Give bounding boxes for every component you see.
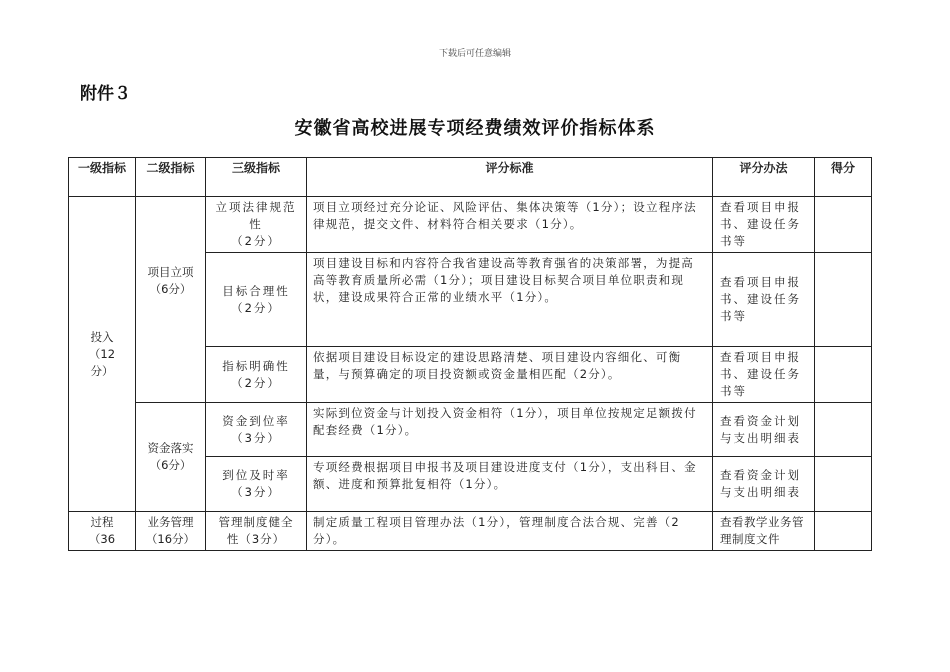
level3-score: 性（3分）: [226, 532, 286, 546]
score-cell: [815, 347, 872, 403]
score-cell: [815, 512, 872, 551]
level1-input-name: 投入: [90, 329, 114, 344]
level1-process-score: （36: [88, 532, 116, 546]
level2-business-name: 业务管理: [147, 515, 194, 529]
level3-cell: [206, 457, 307, 512]
level3-name-cont: 性: [249, 217, 263, 231]
level3-name: 到位及时率: [222, 468, 290, 482]
level3-cell: [206, 403, 307, 457]
score-cell: [815, 253, 872, 347]
level1-process-cell: [69, 512, 136, 551]
level2-funds-name: 资金落实: [147, 441, 194, 455]
top-note: 下载后可任意编辑: [438, 49, 511, 59]
level1-input-score-a: （12: [88, 346, 116, 361]
level3-score: （2分）: [231, 375, 281, 390]
document-title: 安徽省高校进展专项经费绩效评价指标体系: [294, 118, 656, 139]
level2-project-score: （6分）: [149, 281, 192, 296]
criteria-cell: 专项经费根据项目申报书及项目建设进度支付（1分），支出科目、金额、进度和预算批复相符（1分）。: [307, 457, 713, 512]
method-cell: 查看项目申报书、建设任务书等: [713, 347, 815, 403]
criteria-cell: 项目建设目标和内容符合我省建设高等教育强省的决策部署，为提高高等教育质量所必需（1分）；项目建设目标契合项目单位职责和现状，建设成果符合正常的业绩水平（1分）。: [307, 253, 713, 347]
method-cell: 查看教学业务管理制度文件: [713, 512, 815, 551]
level1-input-cell: [69, 197, 136, 512]
level3-cell: [206, 253, 307, 347]
level3-name: 资金到位率: [222, 413, 290, 428]
table-row: [69, 197, 872, 253]
level3-score: （3分）: [231, 430, 281, 445]
level3-name: 目标合理性: [222, 283, 290, 298]
score-cell: [815, 197, 872, 253]
level3-score: （2分）: [231, 234, 281, 248]
criteria-cell: 制定质量工程项目管理办法（1分），管理制度合法合规、完善（2分）。: [307, 512, 713, 551]
level3-cell: [206, 512, 307, 551]
table-header-row: [69, 158, 872, 197]
level3-name: 管理制度健全: [218, 515, 294, 529]
score-cell: [815, 403, 872, 457]
header-level3: 三级指标: [206, 158, 307, 197]
method-cell: 查看项目申报书、建设任务书等: [713, 197, 815, 253]
header-score: 得分: [815, 158, 872, 197]
method-cell: 查看资金计划与支出明细表: [713, 403, 815, 457]
level2-project-cell: [136, 197, 206, 403]
level2-funds-cell: [136, 403, 206, 512]
header-criteria: 评分标准: [307, 158, 713, 197]
header-level2: 二级指标: [136, 158, 206, 197]
level2-business-cell: [136, 512, 206, 551]
level1-process-name: 过程: [90, 515, 114, 529]
level3-score: （2分）: [231, 300, 281, 315]
header-method: 评分办法: [713, 158, 815, 197]
method-cell: 查看资金计划与支出明细表: [713, 457, 815, 512]
table-row: [69, 512, 872, 551]
criteria-cell: 依据项目建设目标设定的建设思路清楚、项目建设内容细化、可衡量，与预算确定的项目投资额或资金量相匹配（2分）。: [307, 347, 713, 403]
level3-score: （3分）: [231, 485, 281, 499]
criteria-cell: 项目立项经过充分论证、风险评估、集体决策等（1分）；设立程序法律规范，提交文件、材料符合相关要求（1分）。: [307, 197, 713, 253]
score-cell: [815, 457, 872, 512]
level1-input-score-b: 分）: [90, 363, 114, 378]
table-row: [69, 403, 872, 457]
criteria-cell: 实际到位资金与计划投入资金相符（1分），项目单位按规定足额拨付配套经费（1分）。: [307, 403, 713, 457]
level3-name: 指标明确性: [222, 358, 290, 373]
method-cell: 查看项目申报书、建设任务书等: [713, 253, 815, 347]
indicator-table: [68, 157, 872, 551]
header-level1: 一级指标: [69, 158, 136, 197]
level2-business-score: （16分）: [145, 532, 196, 546]
level3-cell: [206, 197, 307, 253]
level2-project-name: 项目立项: [147, 264, 194, 279]
level3-cell: [206, 347, 307, 403]
level2-funds-score: （6分）: [149, 458, 192, 472]
attachment-label: 附件３: [80, 84, 131, 104]
level3-name: 立项法律规范: [215, 200, 297, 214]
